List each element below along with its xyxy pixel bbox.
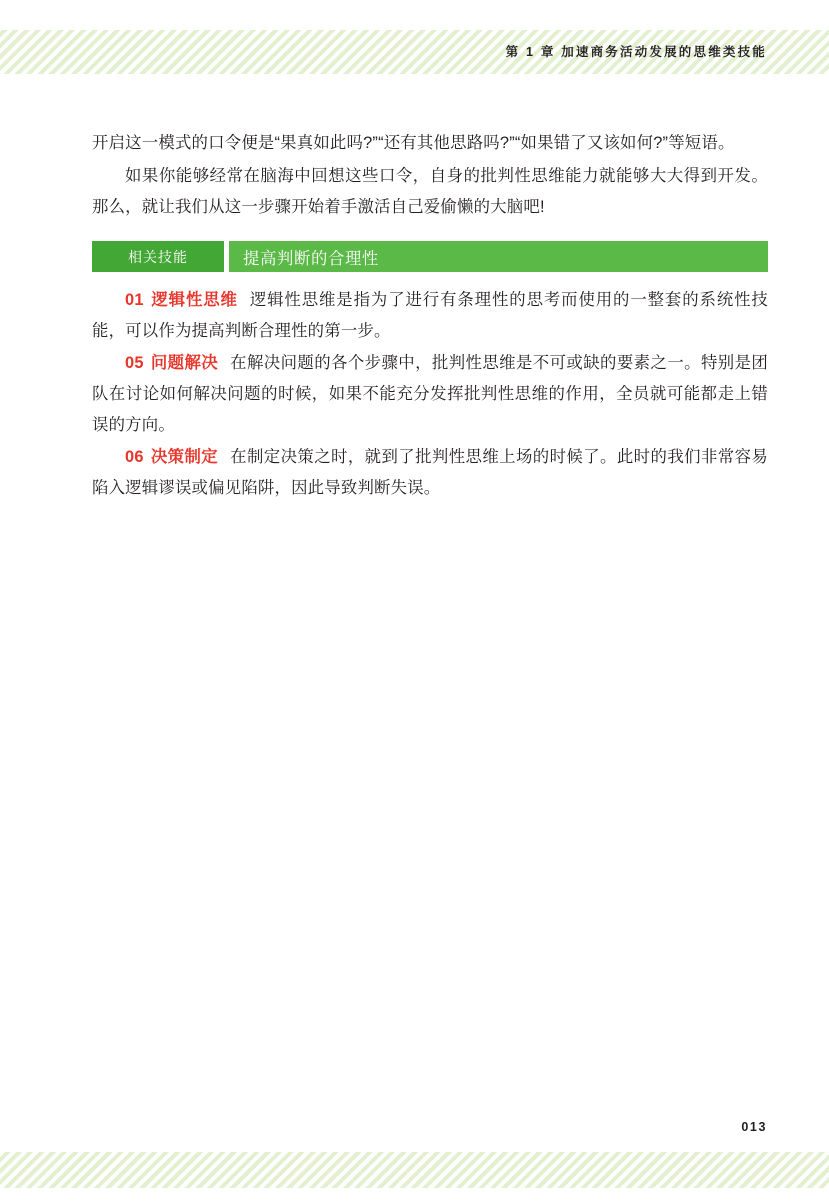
page-number: 013 [741,1120,767,1134]
decorative-hatch-band-bottom [0,1152,829,1188]
banner-tag-label: 相关技能 [92,241,224,272]
entry-number: 05 [125,354,144,372]
banner-title: 提高判断的合理性 [243,249,379,268]
list-item [92,348,768,441]
entry-name: 问题解决 [150,354,219,372]
list-item [92,285,768,347]
entry-text: 逻辑性思维是指为了进行有条理性的思考而使用的一整套的系统性技能，可以作为提高判断合理性的第一步。 [92,291,769,340]
related-skills-banner [92,241,768,272]
entry-number: 06 [125,448,144,466]
entry-text: 在制定决策之时，就到了批判性思维上场的时候了。此时的我们非常容易陷入逻辑谬误或偏见陷阱，因此导致判断失误。 [92,448,768,497]
body-paragraph-2: 如果你能够经常在脑海中回想这些口令，自身的批判性思维能力就能够大大得到开发。那么，就让我们从这一步骤开始着手激活自己爱偷懒的大脑吧! [92,167,768,216]
entry-name: 逻辑性思维 [150,291,238,309]
page-content [92,128,768,505]
skill-entry-list [92,285,768,504]
entry-name: 决策制定 [150,448,219,466]
body-paragraph-1: 开启这一模式的口令便是“果真如此吗?”“还有其他思路吗?”“如果错了又该如何?”等短语。 [92,134,735,152]
entry-number: 01 [125,291,144,309]
list-item [92,442,768,504]
running-head: 第 1 章 加速商务活动发展的思维类技能 [505,45,767,59]
entry-text: 在解决问题的各个步骤中，批判性思维是不可或缺的要素之一。特别是团队在讨论如何解决问题的时候，如果不能充分发挥批判性思维的作用，全员就可能都走上错误的方向。 [92,354,768,434]
